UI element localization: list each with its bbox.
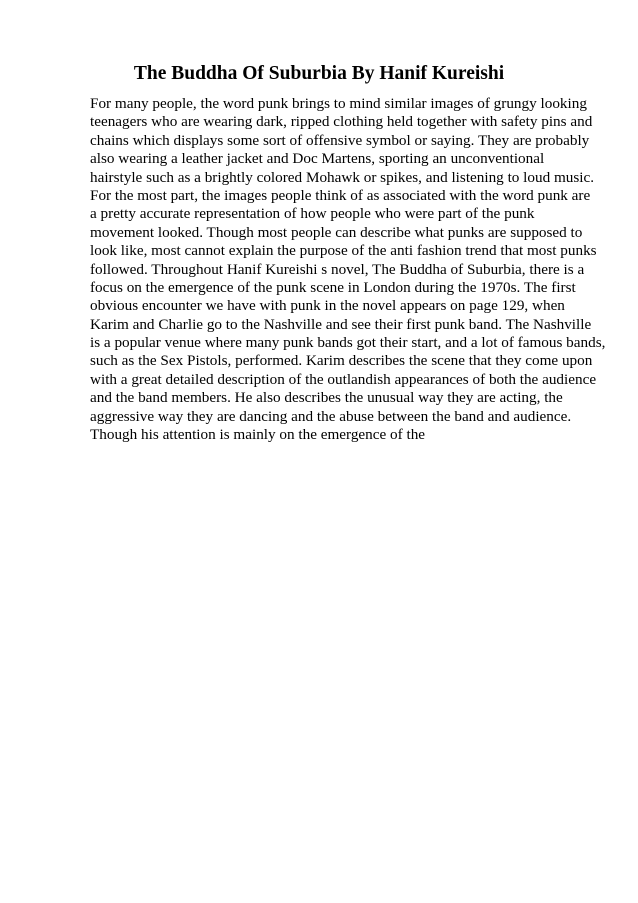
text-line: Karim and Charlie go to the Nashville and see their first punk band. The Nashville: [90, 315, 592, 333]
text-line: followed. Throughout Hanif Kureishi s novel, The Buddha of Suburbia, there is a: [90, 260, 585, 278]
text-line: obvious encounter we have with punk in the novel appears on page 129, when: [90, 297, 565, 315]
text-line: movement looked. Though most people can describe what punks are supposed to: [90, 223, 583, 241]
text-line: and the band members. He also describes the unusual way they are acting, the: [90, 389, 563, 407]
text-line: Though his attention is mainly on the emergence of the: [90, 426, 426, 444]
text-line: For the most part, the images people think of as associated with the word punk are: [90, 186, 591, 204]
text-line: teenagers who are wearing dark, ripped clothing held together with safety pins and: [90, 113, 593, 131]
text-line: also wearing a leather jacket and Doc Martens, sporting an unconventional: [90, 150, 545, 168]
text-line: aggressive way they are dancing and the abuse between the band and audience.: [90, 407, 572, 425]
text-line: hairstyle such as a brightly colored Mohawk or spikes, and listening to loud music.: [90, 168, 595, 186]
text-line: is a popular venue where many punk bands got their start, and a lot of famous bands,: [90, 334, 606, 352]
text-line: such as the Sex Pistols, performed. Karim describes the scene that they come upon: [90, 352, 593, 370]
text-line: focus on the emergence of the punk scene in London during the 1970s. The first: [90, 278, 576, 296]
body-paragraph: [90, 95, 610, 444]
text-line: look like, most cannot explain the purpose of the anti fashion trend that most punks: [90, 242, 597, 260]
text-line: chains which displays some sort of offensive symbol or saying. They are probably: [90, 131, 590, 149]
text-line: For many people, the word punk brings to mind similar images of grungy looking: [90, 95, 587, 112]
text-line: a pretty accurate representation of how people who were part of the punk: [90, 205, 535, 223]
page-title: The Buddha Of Suburbia By Hanif Kureishi: [133, 63, 505, 84]
text-line: with a great detailed description of the outlandish appearances of both the audience: [90, 370, 597, 388]
